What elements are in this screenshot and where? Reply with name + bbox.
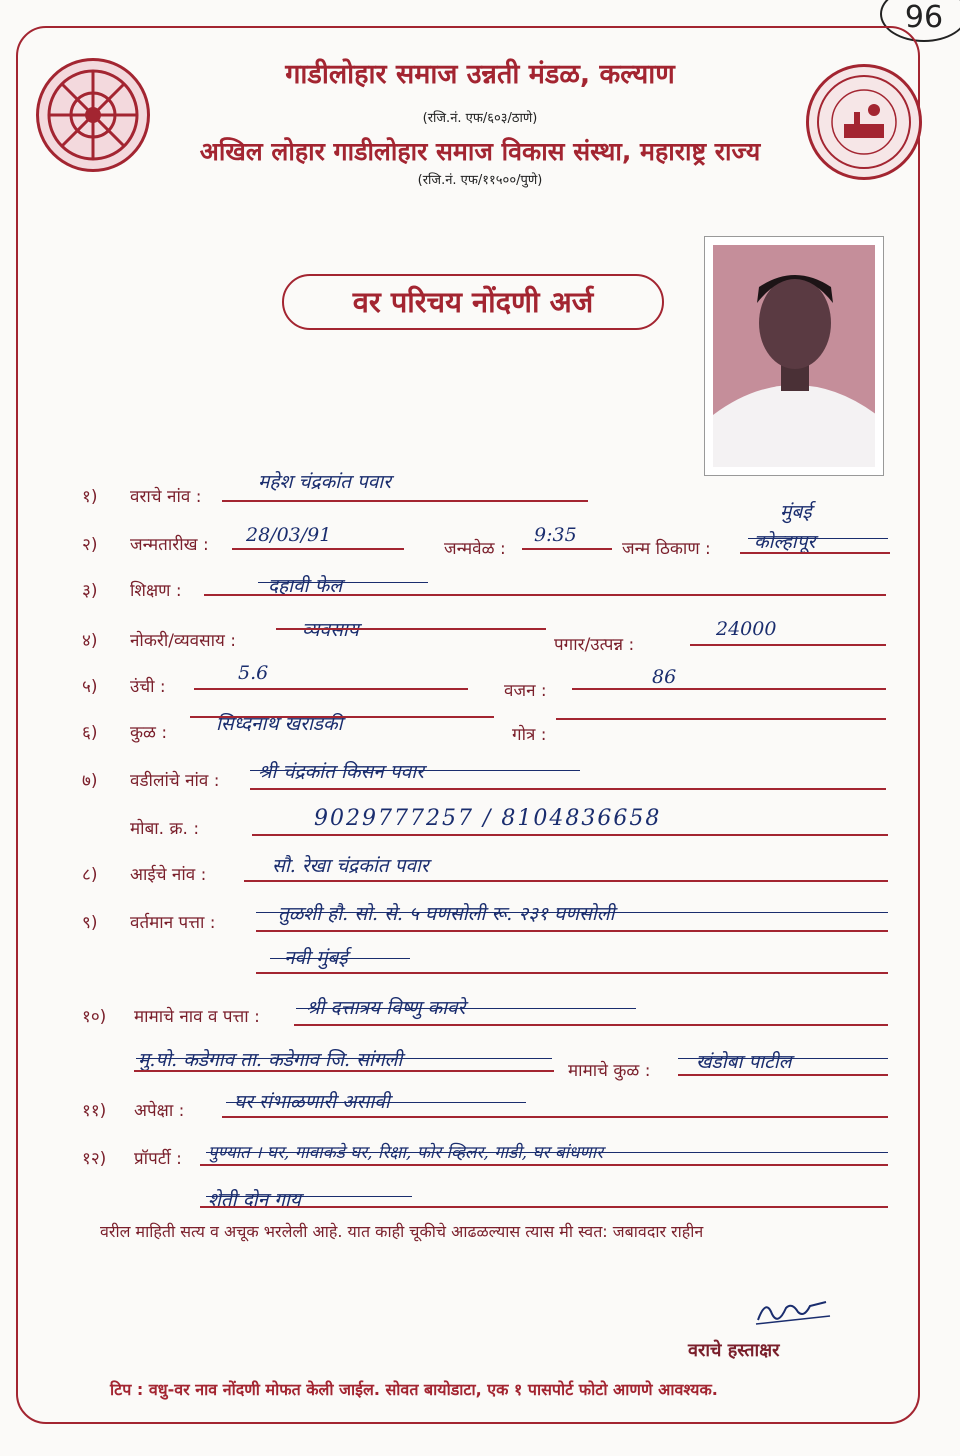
mother-name-value: सौ. रेखा चंद्रकांत पवार xyxy=(272,855,429,877)
occupation-label: नोकरी/व्यवसाय : xyxy=(130,631,236,651)
weight-value: 86 xyxy=(652,666,677,688)
maternal-clan-value: खंडोबा पाटील xyxy=(696,1051,792,1073)
father-name-label: वडीलांचे नांव : xyxy=(130,771,220,791)
field-11-number: ११) xyxy=(82,1101,107,1121)
address-label: वर्तमान पत्ता : xyxy=(130,913,216,933)
page-number: 96 xyxy=(880,0,960,42)
weight-label: वजन : xyxy=(504,681,547,701)
father-name-value: श्री चंद्रकांत किसन पवार xyxy=(258,761,424,783)
gotra-label: गोत्र : xyxy=(512,725,547,745)
form-title: वर परिचय नोंदणी अर्ज xyxy=(282,274,664,330)
signature xyxy=(752,1294,832,1328)
property-label: प्रॉपर्टी : xyxy=(134,1149,182,1169)
declaration-text: वरील माहिती सत्य व अचूक भरलेली आहे. यात काही चूकीचे आढळल्यास त्यास मी स्वत: जबावदार राहीन xyxy=(100,1222,704,1241)
birth-date-value: 28/03/91 xyxy=(246,524,332,546)
footer-note: टिप : वधु-वर नाव नोंदणी मोफत केली जाईल. सोवत बायोडाटा, एक १ पासपोर्ट फोटो आणणे आवश्यक. xyxy=(110,1380,718,1399)
occupation-value: व्यवसाय xyxy=(302,619,359,641)
clan-label: कुळ : xyxy=(130,723,168,743)
mobile-value: 9029777257 / 8104836658 xyxy=(314,806,662,831)
address-value-line2: नवी मुंबई xyxy=(284,947,348,969)
field-6-number: ६) xyxy=(82,723,98,743)
groom-name-label: वराचे नांव : xyxy=(130,487,202,507)
field-9-number: ९) xyxy=(82,913,98,933)
property-value-line1: पुण्यात । घर, गावाकडे घर, रिक्षा, फोर व्हिलर, गाडी, घर बांधणार xyxy=(208,1143,604,1163)
registration-number-2: (रजि.नं. एफ/११५००/पुणे) xyxy=(417,173,543,188)
expectation-value: घर संभाळणारी असावी xyxy=(234,1091,390,1113)
field-4-number: ४) xyxy=(82,631,98,651)
education-label: शिक्षण : xyxy=(130,581,182,601)
height-label: उंची : xyxy=(130,677,166,697)
salary-value: 24000 xyxy=(716,618,777,640)
org-title: गाडीलोहार समाज उन्नती मंडळ, कल्याण xyxy=(285,59,675,90)
field-2-number: २) xyxy=(82,535,98,555)
registration-number-1: (रजि.नं. एफ/६०३/ठाणे) xyxy=(422,111,538,126)
property-value-line2: शेती दोन गाय xyxy=(208,1189,301,1211)
birth-place-struck-value: कोल्हापूर xyxy=(754,531,816,553)
signature-label: वराचे हस्ताक्षर xyxy=(688,1340,780,1361)
mother-name-label: आईचे नांव : xyxy=(130,865,207,885)
height-value: 5.6 xyxy=(238,662,269,684)
passport-photo xyxy=(704,236,884,476)
field-8-number: ८) xyxy=(82,865,98,885)
field-5-number: ५) xyxy=(82,677,98,697)
groom-name-value: महेश चंद्रकांत पवार xyxy=(258,471,391,493)
maternal-uncle-value-line1: श्री दत्तात्रय विष्णु कावरे xyxy=(306,997,466,1019)
salary-label: पगार/उत्पन्न : xyxy=(554,635,635,655)
clan-value: सिध्दनाथ खराडकी xyxy=(216,713,343,735)
org-subtitle: अखिल लोहार गाडीलोहार समाज विकास संस्था, महाराष्ट्र राज्य xyxy=(199,137,761,166)
expectation-label: अपेक्षा : xyxy=(134,1101,185,1121)
field-7-number: ७) xyxy=(82,771,98,791)
mobile-label: मोबा. क्र. : xyxy=(130,819,200,839)
field-1-number: १) xyxy=(82,487,98,507)
field-10-number: १०) xyxy=(82,1007,107,1027)
birth-time-label: जन्मवेळ : xyxy=(444,539,506,559)
birth-place-label: जन्म ठिकाण : xyxy=(622,539,711,559)
field-12-number: १२) xyxy=(82,1149,107,1169)
education-value: दहावी फेल xyxy=(268,575,343,597)
address-value-line1: तुळशी हौ. सो. से. ५ घणसोली रू. २३१ घणसोली xyxy=(278,903,615,925)
birth-place-value: मुंबई xyxy=(780,501,812,523)
maternal-uncle-value-line2: मु.पो. कडेगाव ता. कडेगाव जि. सांगली xyxy=(138,1049,403,1071)
field-3-number: ३) xyxy=(82,581,98,601)
person-photo-icon xyxy=(713,245,875,467)
maternal-clan-label: मामाचे कुळ : xyxy=(568,1061,651,1081)
maternal-uncle-label: मामाचे नाव व पत्ता : xyxy=(134,1007,260,1027)
birth-date-label: जन्मतारीख : xyxy=(130,535,209,555)
birth-time-value: 9:35 xyxy=(534,524,577,546)
